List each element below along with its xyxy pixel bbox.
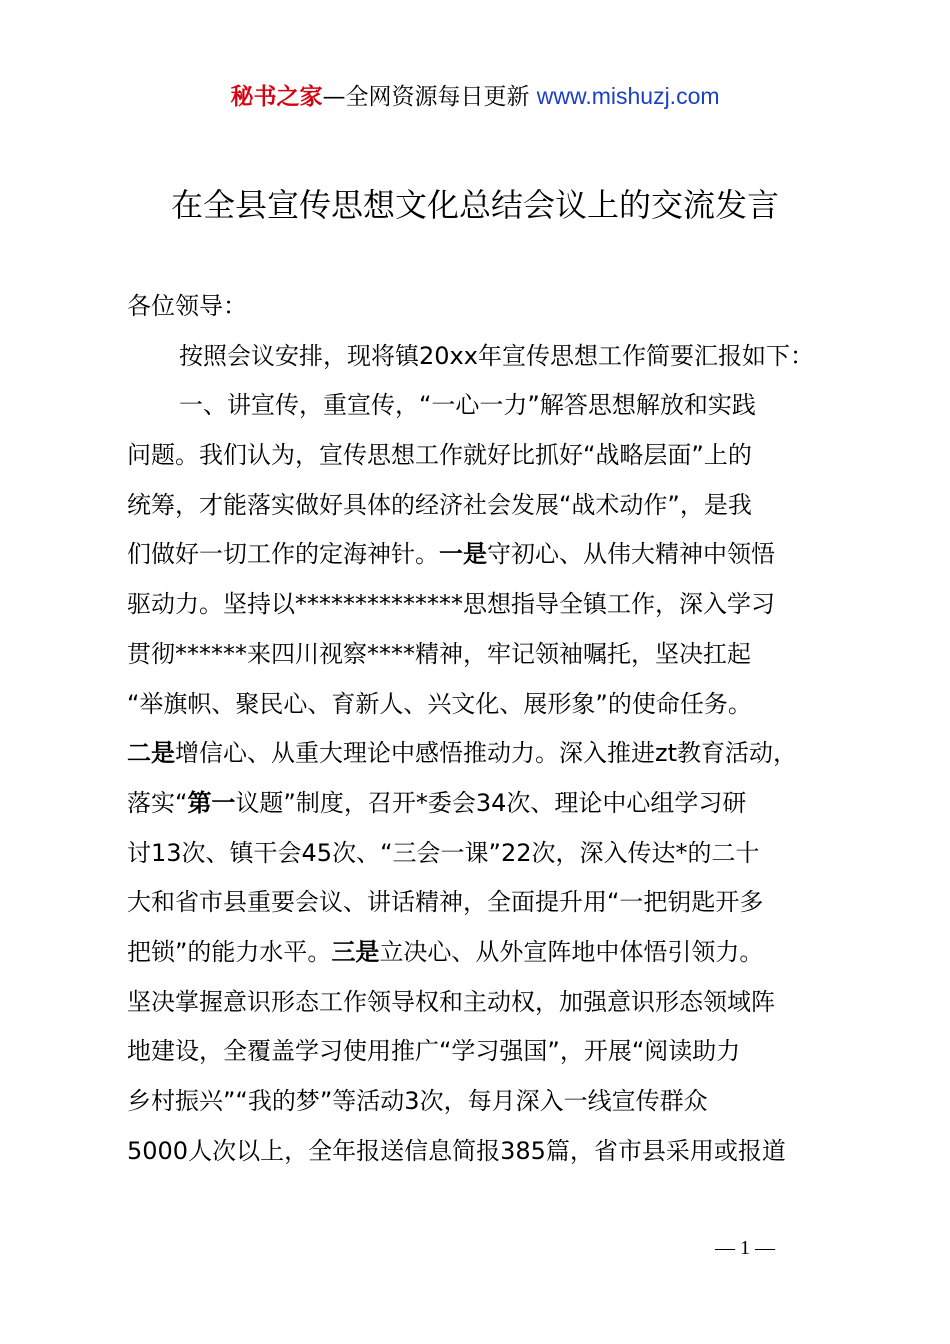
- body-text: 地建设，全覆盖学习使用推广“学习强国”，开展“阅读助力: [127, 1037, 741, 1066]
- salutation: 各位领导：: [127, 292, 247, 320]
- body-text: “举旗帜、聚民心、育新人、兴文化、展形象”的使命任务。: [127, 689, 752, 718]
- body-text: 们做好一切工作的定海神针。: [127, 540, 439, 569]
- body-text: 驱动力。坚持以**************思想指导全镇工作，深入学习: [127, 590, 775, 619]
- body-text: 大和省市县重要会议、讲话精神，全面提升用“一把钥匙开多: [127, 888, 764, 917]
- body-line: [127, 878, 847, 928]
- body-line: [127, 829, 847, 879]
- body-line: [127, 1127, 847, 1177]
- body-line: [127, 928, 847, 978]
- body-line: [127, 978, 847, 1028]
- body-line: [127, 332, 847, 382]
- body-text: 问题。我们认为，宣传思想工作就好比抓好“战略层面”上的: [127, 441, 752, 470]
- body-text: 议题”制度，召开*委会34次、理论中心组学习研: [235, 788, 747, 817]
- body-text: 坚决掌握意识形态工作领导权和主动权，加强意识形态领域阵: [127, 987, 775, 1016]
- site-brand: 秘书之家: [230, 84, 323, 110]
- body-line: [127, 381, 847, 431]
- body-text: 守初心、从伟大精神中领悟: [487, 540, 775, 569]
- body-text: 乡村振兴”“我的梦”等活动3次，每月深入一线宣传群众: [127, 1087, 708, 1115]
- body-text: 落实“: [127, 788, 188, 817]
- body-line: [127, 680, 847, 730]
- body-text: 统筹，才能落实做好具体的经济社会发展“战术动作”，是我: [127, 490, 752, 519]
- body-text: 立决心、从外宣阵地中体悟引领力。: [379, 937, 764, 966]
- site-tagline: —全网资源每日更新: [322, 84, 530, 110]
- body-line: [127, 431, 847, 481]
- body-line: [127, 1027, 847, 1077]
- body-text: 5000人次以上，全年报送信息简报385篇，省市县采用或报道: [127, 1136, 786, 1165]
- body-text: 一、讲宣传，重宣传，“一心一力”解答思想解放和实践: [179, 391, 756, 420]
- site-banner: [0, 80, 950, 113]
- page-number: — 1 —: [715, 1237, 775, 1259]
- body-line: [127, 729, 847, 779]
- body-text: 讨13次、镇干会45次、“三会一课”22次，深入传达*的二十: [127, 838, 760, 867]
- body-line: [127, 530, 847, 580]
- body-line: [127, 580, 847, 630]
- body-line: [127, 481, 847, 531]
- document-body: [127, 282, 847, 1176]
- bold-text: 三是: [331, 937, 380, 966]
- body-line: [127, 1077, 847, 1127]
- bold-text: 一是: [439, 540, 487, 569]
- body-text: 把锁”的能力水平。: [127, 937, 332, 966]
- document-title: 在全县宣传思想文化总结会议上的交流发言: [170, 186, 779, 224]
- bold-text: 二是: [127, 739, 175, 768]
- body-text: 增信心、从重大理论中感悟推动力。深入推进zt教育活动，: [175, 739, 798, 768]
- body-line: [127, 779, 847, 829]
- body-text: 按照会议安排，现将镇20xx年宣传思想工作简要汇报如下：: [179, 341, 814, 370]
- body-text: 贯彻******来四川视察****精神，牢记领袖嘱托，坚决扛起: [127, 639, 751, 668]
- site-url-link[interactable]: www.mishuzj.com: [536, 83, 720, 109]
- bold-text: 第一: [187, 788, 236, 817]
- body-line: [127, 630, 847, 680]
